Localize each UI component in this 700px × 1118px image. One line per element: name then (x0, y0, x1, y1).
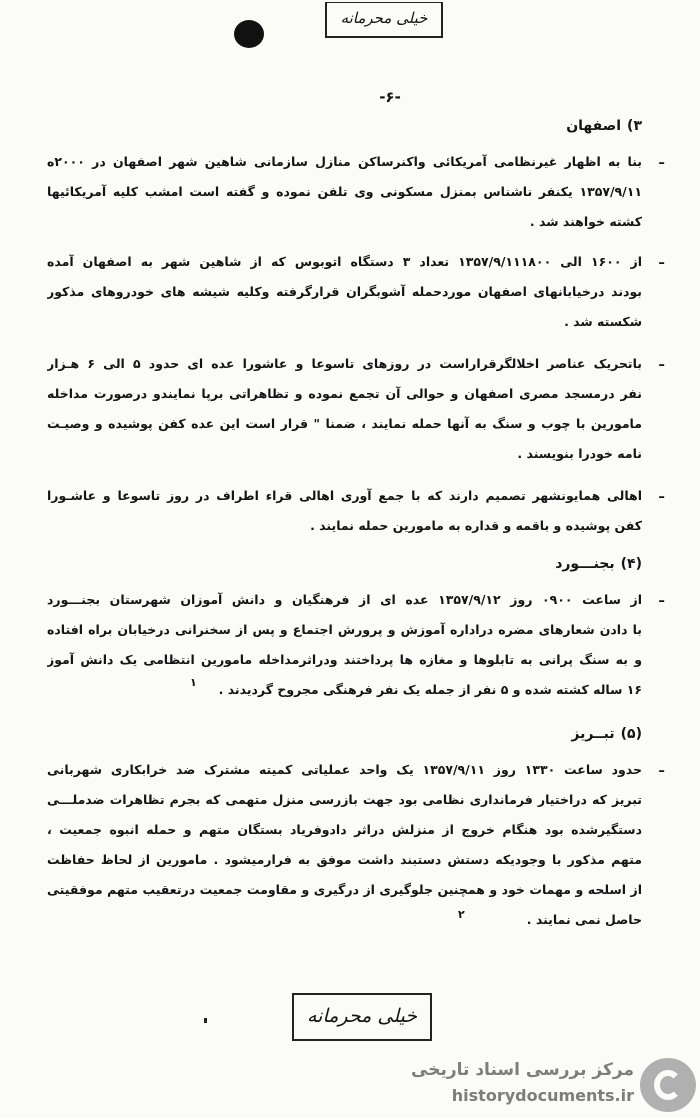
text-line: حدود ساعت ۱۳۳۰ روز ۱۳۵۷/۹/۱۱ یک واحد عملیاتی کمیته مشترک ضد خرابکاری شهربانی (47, 762, 642, 777)
bullet-dash: ـ (659, 152, 664, 168)
text-line: نفر درمسجد مصری اصفهان و حوالی آن تجمع نموده و تظاهراتی برپا نمایندو درصورت مداخله (47, 386, 642, 401)
text-line: باتحریک عناصر اخلالگرقراراست در روزهای تاسوعا و عاشورا عده ای حدود ۵ الی ۶ هـزار (47, 356, 642, 371)
section-number: ۳) (627, 118, 642, 134)
text-line: ۱۳۵۷/۹/۱۱ یکنفر ناشناس بمنزل مسکونی وی تلفن نموده و گفته است امشب کلیه آمریکائیها (47, 184, 642, 199)
watermark-title: مرکز بررسی اسناد تاریخی (411, 1060, 634, 1080)
watermark (411, 1056, 696, 1114)
punch-hole (234, 20, 264, 48)
report-item (47, 588, 664, 708)
bullet-dash: ـ (659, 760, 664, 776)
text-line: تبریز که دراختیار فرمانداری نظامی بود جهت بازرسی منزل متهمی که بجرم تظاهرات ضدملـــی (47, 792, 642, 807)
section-heading-bojnurd (555, 556, 642, 572)
text-line: کفن پوشیده و باقمه و قداره به مامورین حمله نمایند . (310, 518, 642, 533)
classification-stamp-bottom: خیلی محرمانه (292, 993, 432, 1041)
classification-stamp-top: خیلی محرمانه (325, 2, 443, 38)
report-item (47, 150, 664, 240)
margin-mark: ۱ (190, 676, 197, 689)
section-title: تبــریز (571, 726, 615, 742)
section-number: (۴) (620, 556, 642, 572)
text-line: نامه خودرا بنویسند . (517, 446, 642, 461)
text-line: حاصل نمی نمایند . (526, 912, 642, 927)
ink-dot (204, 1018, 207, 1023)
bullet-dash: ـ (659, 590, 664, 606)
text-line: بنا به اظهار غیرنظامی آمریکائی واکنرساکن منازل سازمانی شاهین شهر اصفهان در ۲۰۰۰ه (47, 154, 642, 169)
section-title: اصفهان (566, 118, 622, 134)
section-number: (۵) (620, 726, 642, 742)
text-line: متهم مذکور با وجودیکه دستش دستبند داشت موفق به فرارمیشود . مامورین از لحاظ حفاظت (47, 852, 642, 867)
watermark-url: historydocuments.ir (451, 1086, 634, 1105)
report-item (47, 250, 664, 340)
text-line: ۱۶ ساله کشته شده و ۵ نفر از جمله یک نفر فرهنگی مجروح گردیدند . (218, 682, 642, 697)
text-line: بودند درخیابانهای اصفهان موردحمله آشوبگران قرارگرفته وکلیه شیشه های خودروهای مذکور (47, 284, 642, 299)
text-line: و به سنگ پرانی به تابلوها و مغازه ها پرداختند ودراثرمداخله مامورین انتظامی یک دانش آموز (47, 652, 642, 667)
report-item (47, 758, 664, 938)
report-item (47, 484, 664, 544)
bullet-dash: ـ (659, 354, 664, 370)
bullet-dash: ـ (659, 252, 664, 268)
bullet-dash: ـ (659, 486, 664, 502)
section-heading-tabriz (571, 726, 642, 742)
section-title: بجنـــورد (555, 556, 615, 572)
text-line: دستگیرشده بود هنگام خروج از منزلش دراثر دادوفریاد بستگان متهم و حمله انبوه جمعیت ، (47, 822, 642, 837)
text-line: از اسلحه و مهمات خود و همچنین جلوگیری از درگیری و مقاومت جمعیت درتعقیب متهم موفقیتی (47, 882, 642, 897)
text-line: کشته خواهند شد . (529, 214, 642, 229)
text-line: از ۱۶۰۰ الی ۱۳۵۷/۹/۱۱۱۸۰۰ تعداد ۳ دستگاه اتوبوس که از شاهین شهر به اصفهان آمده (47, 254, 642, 269)
text-line: اهالی همایونشهر تصمیم دارند که با جمع آوری اهالی قراء اطراف در روز تاسوعا و عاشـورا (47, 488, 642, 503)
text-line: با دادن شعارهای مضره دراداره آموزش و پرورش اجتماع و پس از سخنرانی درخیابان براه افتاده (47, 622, 642, 637)
text-line: از ساعت ۰۹۰۰ روز ۱۳۵۷/۹/۱۲ عده ای از فرهنگیان و دانش آموزان شهرستان بجنـــورد (47, 592, 642, 607)
section-heading-isfahan (566, 118, 642, 134)
text-line: مامورین با چوب و سنگ به آنها حمله نمایند ، ضمنا " قرار است این عده کفن پوشیده و وصیـت (47, 416, 642, 431)
archive-logo-icon (640, 1058, 696, 1112)
margin-mark: ۲ (458, 908, 465, 921)
report-item (47, 352, 664, 472)
page-number: -۶- (379, 88, 401, 106)
text-line: شکسته شد . (564, 314, 642, 329)
